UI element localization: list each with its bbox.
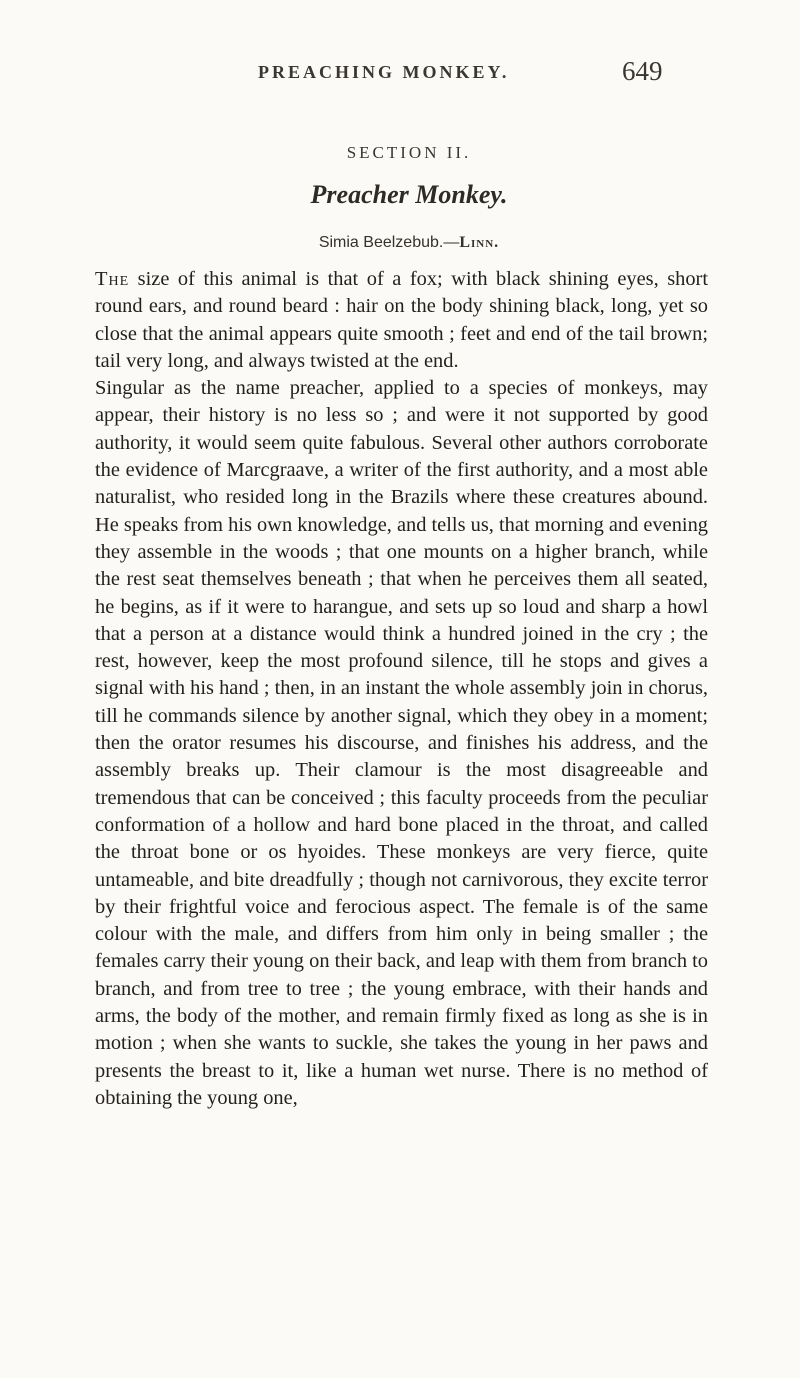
paragraph-1 — [95, 266, 708, 375]
species-binomial: Simia Beelzebub.— — [318, 234, 460, 251]
paragraph-1-text: size of this animal is that of a fox; with black shining eyes, short round ears, and round beard : hair on the body shining black, long, yet so close that the animal appears quite smooth ; feet and end of the tail brown; tail very long, and always twisted at the end. — [95, 268, 708, 372]
paragraph-2 — [95, 375, 708, 1112]
body-text — [95, 266, 708, 1112]
paragraph-1-lead: The — [95, 268, 130, 290]
chapter-title: Preacher Monkey. — [310, 180, 508, 209]
section-heading: SECTION II. — [346, 143, 472, 162]
page-number: 649 — [622, 56, 663, 86]
species-authority: Linn. — [459, 234, 500, 251]
running-head — [0, 56, 800, 90]
species-name — [0, 234, 800, 252]
running-title: PREACHING MONKEY. — [258, 62, 510, 82]
paragraph-2-text: Singular as the name preacher, applied to a species of monkeys, may appear, their history is no less so ; and were it not supported by good authority, it would seem quite fabulous. Several other authors corroborate the evidence of Marcgraave, a writer of the first authority, and a most able naturalist, who resided long in the Brazils where these creatures abound. He speaks from his own knowledge, and tells us, that morning and evening they assemble in the woods ; that one mounts on a higher branch, while the rest seat themselves beneath ; that when he perceives them all seated, he begins, as if it were to harangue, and sets up so loud and sharp a howl that a person at a distance would think a hundred joined in the cry ; the rest, however, keep the most profound silence, till he stops and gives a signal with his hand ; then, in an instant the whole assembly join in chorus, till he commands silence by another signal, which they obey in a moment; then the orator resumes his discourse, and finishes his address, and the assembly breaks up. Their clamour is the most disagreeable and tremendous that can be conceived ; this faculty proceeds from the peculiar conformation of a hollow and hard bone placed in the throat, and called the throat bone or os hyoides. These monkeys are very fierce, quite untameable, and bite dreadfully ; though not carnivorous, they excite terror by their frightful voice and ferocious aspect. The female is of the same colour with the male, and differs from him only in being smaller ; the females carry their young on their back, and leap with them from branch to branch, and from tree to tree ; the young embrace, with their hands and arms, the body of the mother, and remain firmly fixed as long as she is in motion ; when she wants to suckle, she takes the young in her paws and presents the breast to it, like a human wet nurse. There is no method of obtaining the young one, — [95, 377, 708, 1109]
